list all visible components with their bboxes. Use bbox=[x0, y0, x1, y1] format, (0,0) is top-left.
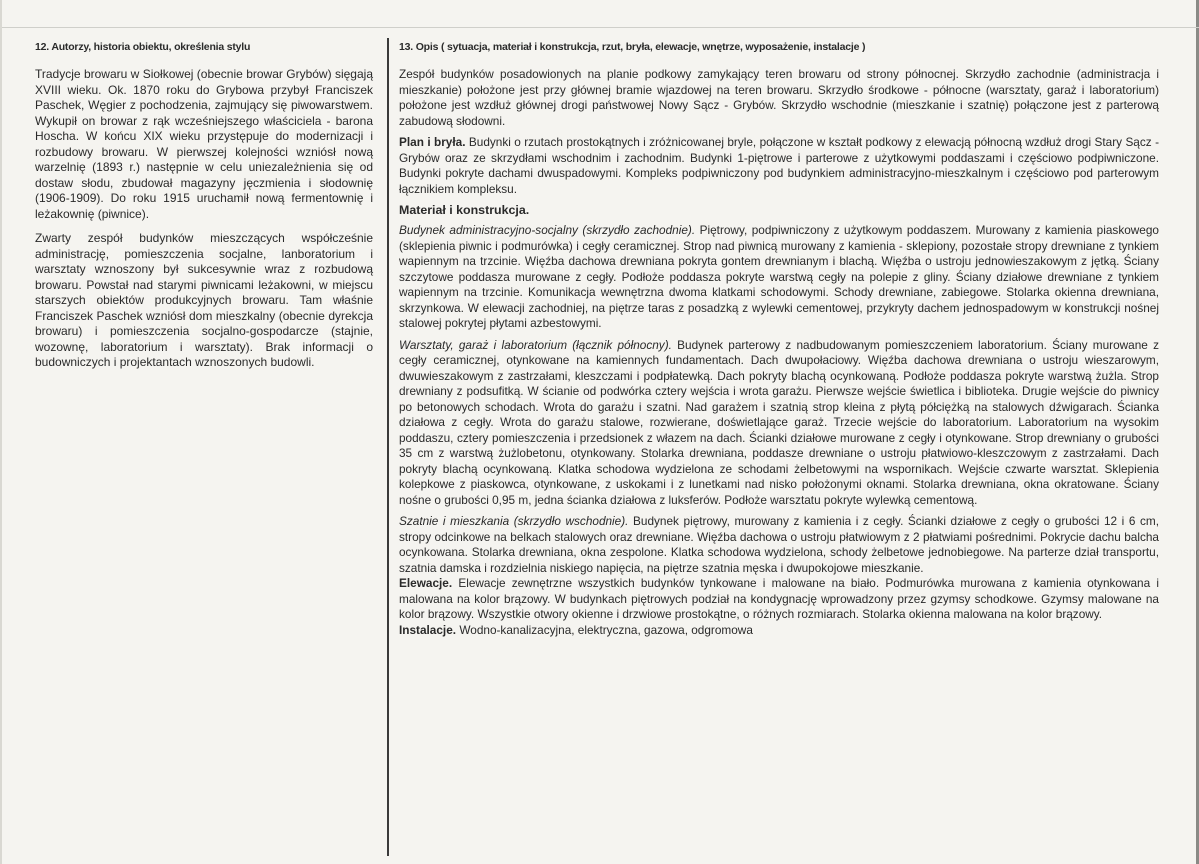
section-changing-rooms-title: Szatnie i mieszkania (skrzydło wschodnie). bbox=[399, 514, 629, 528]
section-workshops-text: Budynek parterowy z nadbudowanym pomieszczeniem laboratorium. Ściany murowane z cegły ceramicznej, otynkowane na kamiennych fundamentach. Dach dwupołaciowy. Więźba dachowa drewniana o ustroju wieszarowym, dwuwieszakowym z zastrzałami, kleszczami i podpłatewką. Dach pokryty blachą ocynkowaną. Podłoże poddasza pokryte warstwą żużla. Strop drewniany z podsufitką. W ścianie od podwórka cztery wejścia i wrota garażu. Pierwsze wejście świetlica i biblioteka. Drugie wejście do piwnicy po betonowych schodach. Wrota do garażu i szatni. Nad garażem i szatnią strop kleina z płytą półciężką na stalowych dźwigarach. Ścianka działowa z cegły. Wrota do garażu stalowe, rozwierane, doświetlające garaż. Trzecie wejście do laboratorium. Laboratorium na wysokim poddaszu, cztery pomieszczenia i przedsionek z włazem na dach. Ścianki działowe murowane z cegły i otynkowane. Strop drewniany o grubości 35 cm z warstwą żużlobetonu, otynkowany. Stolarka drewniana, poddasze drewniane o ustroju płatwiowo-kleszczowym z zastrzałami. Dach pokryty blachą ocynkowaną. Klatka schodowa wydzielona ze schodami żelbetowymi na wspornikach. Wejście czwarte warsztat. Sklepienia kolepkowe z piaskowca, otynkowane, z uskokami i z lunetkami nad nisko położonymi oknami. Stolarka drewniana, okna okratowane. Ściany nośne o grubości 0,95 m, jedna ścianka działowa z luksferów. Podłoże warsztatu pokryte wylewką cementową. bbox=[399, 337, 1159, 507]
right-heading: 13. Opis ( sytuacja, materiał i konstrukcja, rzut, bryła, elewacje, wnętrze, wyposażenie, instalacje ) bbox=[399, 41, 866, 53]
material-heading: Materiał i konstrukcja. bbox=[399, 203, 530, 217]
intro-paragraph: Zespół budynków posadowionych na planie podkowy zamykający teren browaru od strony północnej. Skrzydło zachodnie (administracja i mieszkanie) położone jest przy głównej bramie wjazdowej na teren browaru. Skrzydło środkowe - północne (warsztaty, garaż i laboratorium) położone jest wzdłuż głównej drogi państwowej Nowy Sącz - Grybów. Skrzydło wschodnie (mieszkanie i szatnię) połączone jest z parterową zabudową słodowni. bbox=[399, 67, 1159, 128]
plan-paragraph bbox=[399, 135, 1159, 197]
elewacje-label: Elewacje. bbox=[399, 576, 453, 590]
left-column bbox=[35, 41, 373, 380]
top-rule bbox=[2, 27, 1199, 28]
section-workshops bbox=[399, 338, 1159, 509]
elewacje-paragraph bbox=[399, 576, 1159, 623]
plan-label: Plan i bryła. bbox=[399, 135, 466, 149]
section-admin-title: Budynek administracyjno-socjalny (skrzydło zachodnie). bbox=[399, 223, 696, 237]
left-heading: 12. Autorzy, historia obiektu, określenia stylu bbox=[35, 41, 251, 53]
section-changing-rooms bbox=[399, 514, 1159, 576]
right-column bbox=[399, 41, 1159, 638]
history-paragraph-2: Zwarty zespół budynków mieszczących współcześnie administrację, pomieszczenia socjalne, lanboratorium i warsztaty wznoszony był sukcesywnie wraz z rozbudową browaru. Powstał nad starymi piwnicami leżakowni, w miejscu starszych obiektów produkcyjnych browaru. Tam właśnie Franciszek Paschek wzniósł dom mieszkalny (obecnie dyrekcja browaru) i pomieszczenia socjalno-gospodarcze (stajnie, wozownę, laboratorium i warsztaty). Brak informacji o budowniczych i projektantach wznoszonych budowli. bbox=[35, 231, 373, 369]
column-divider bbox=[387, 38, 389, 856]
instalacje-paragraph bbox=[399, 623, 1159, 639]
instalacje-label: Instalacje. bbox=[399, 622, 457, 637]
instalacje-text: Wodno-kanalizacyjna, elektryczna, gazowa, odgromowa bbox=[456, 622, 753, 637]
section-changing-rooms-text: Budynek piętrowy, murowany z kamienia i z cegły. Ścianki działowe z cegły o grubości 12 i 6 cm, stropy odcinkowe na belkach stalowych oraz drewniane. Więźba dachowa o ustroju płatwiowym z 2 płatwiami pośrednimi. Pokrycie dachu balcha ocynkowana. Stolarka drewniana, okna zespolone. Klatka schodowa wydzielona, schody żelbetowe jednobiegowe. Na parterze dział transportu, szatnia damska i rozdzielnia niskiego napięcia, na piętrze szatnia męska i dwupokojowe mieszkanie. bbox=[399, 514, 1159, 575]
section-admin bbox=[399, 223, 1159, 332]
plan-text: Budynki o rzutach prostokątnych i zróżnicowanej bryle, połączone w kształt podkowy z elewacją północną wzdłuż drogi Stary Sącz - Grybów oraz ze skrzydłami wschodnim i zachodnim. Budynki 1-piętrowe i parterowe z użytkowymi poddaszami i częściowo podpiwniczone. Budynki pokryte dachami dwuspadowymi. Kompleks podpiwniczony pod budynkiem administracyjno-mieszkalnym i częściowo pod parterowym łącznikiem kompleksu. bbox=[399, 135, 1159, 196]
section-workshops-title: Warsztaty, garaż i laboratorium (łącznik północny). bbox=[399, 337, 672, 352]
history-paragraph-1: Tradycje browaru w Siołkowej (obecnie browar Grybów) sięgają XVIII wieku. Ok. 1870 roku do Grybowa przybył Franciszek Paschek, Węgier z pochodzenia, zajmujący się piwowarstwem. Wykupił on browar z rąk wcześniejszego właściciela - barona Hoscha. W końcu XIX wieku przystępuje do modernizacji i rozbudowy browaru. W pierwszej kolejności wzniósł nową warzelnię (1893 r.) następnie w celu uniezależnienia się od dostaw słodu, zbudował magazyny jęczmienia i słodownię (1906-1909). Do roku 1915 uruchamił nową fermentownię i leżakownię (piwnice). bbox=[35, 67, 373, 221]
elewacje-text: Elewacje zewnętrzne wszystkich budynków tynkowane i malowane na biało. Podmurówka murowana z kamienia otynkowana i malowana na kolor brązowy. W budynkach piętrowych podział na kondygnację wprowadzony przez gzymsy schodkowe. Gzymsy malowane na kolor brązowy. Wszystkie otwory okienne i drzwiowe prostokątne, o różnych rozmiarach. Stolarka okienna malowana na kolor brązowy. bbox=[399, 576, 1159, 621]
section-admin-text: Piętrowy, podpiwniczony z użytkowym poddaszem. Murowany z kamienia piaskowego (sklepienia piwnic i podmurówka) i cegły ceramicznej. Strop nad piwnicą murowany z kamienia - sklepiony, pozostałe stropy drewniane z tynkiem wapiennym na trzcinie. Więźba dachowa drewniana pokryta gontem drewnianym i blachą. Więźba o ustroju jednowieszakowym z jętką. Ściany szczytowe poddasza murowane z cegły. Podłoże poddasza pokryte warstwą cegły na polepie z gliny. Ściany działowe drewniane z tynkiem wapiennym na trzcinie. Komunikacja wewnętrzna dwoma klatkami schodowymi. Schody drewniane, zabiegowe. Stolarka okienna drewniana, skrzynkowa. W elewacji zachodniej, na piętrze taras z posadzką z wylewki cementowej, przykryty dachem jednospadowym w konstrukcji nośnej stalowej pokrytej płytami azbestowymi. bbox=[399, 223, 1159, 330]
